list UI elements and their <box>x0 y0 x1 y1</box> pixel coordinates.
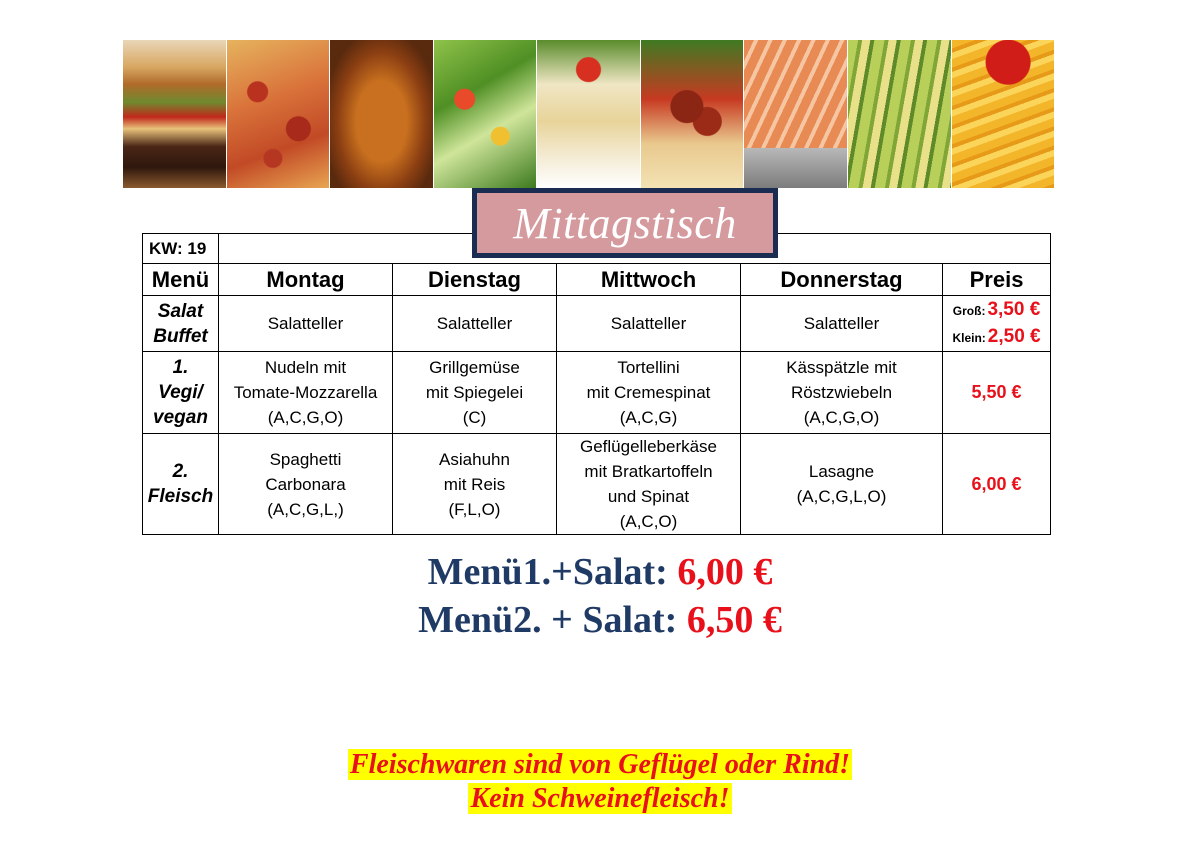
price-value: 2,50 € <box>987 325 1041 347</box>
row-label-line: vegan <box>153 407 208 428</box>
dish-line: Tortellini <box>617 358 680 377</box>
price-cell: 6,00 € <box>943 434 1051 535</box>
menu-table <box>142 233 1051 535</box>
burger-image <box>123 40 226 188</box>
dish-line: Lasagne <box>808 462 875 481</box>
salmon-image <box>743 40 847 188</box>
page-title: Mittagstisch <box>513 198 737 248</box>
price-label: Klein: <box>952 330 986 345</box>
dish-line: Carbonara <box>265 474 346 494</box>
pasta-meatballs-image <box>640 40 744 188</box>
allergen-codes: (A,C,G,L,O) <box>796 487 887 506</box>
dish-line: mit Cremespinat <box>586 383 711 402</box>
price-value: 3,50 € <box>987 298 1041 320</box>
price-line-klein <box>943 324 1050 351</box>
row-label <box>143 434 219 535</box>
tagliatelle-image <box>847 40 951 188</box>
row-label-line: 1. <box>172 357 189 378</box>
dish-line: Nudeln mit <box>264 358 347 377</box>
allergen-codes: (A,C,G,L,) <box>267 499 344 519</box>
row-label-line: Fleisch <box>147 486 214 507</box>
dish-line: Tomate-Mozzarella <box>233 383 378 402</box>
dish-cell-donnerstag <box>741 296 943 352</box>
dish-line: Salatteller <box>610 314 687 333</box>
table-row-salat <box>143 296 1051 352</box>
allergen-codes: (A,C,G,O) <box>267 408 344 427</box>
header-donnerstag: Donnerstag <box>741 264 943 296</box>
week-label: KW: 19 <box>143 234 219 264</box>
row-label-line: Buffet <box>153 325 208 347</box>
allergen-codes: (A,C,G,O) <box>803 408 880 427</box>
dish-line: und Spinat <box>607 487 690 506</box>
dish-line: Geflügelleberkäse <box>579 437 718 456</box>
allergen-codes: (C) <box>462 408 487 427</box>
combo-label: Menü1.+Salat: <box>427 551 678 593</box>
meat-notice <box>0 748 1200 816</box>
allergen-codes: (A,C,G) <box>619 408 678 427</box>
row-label <box>143 296 219 352</box>
dish-cell-montag <box>219 352 393 434</box>
dish-cell-mittwoch <box>557 296 741 352</box>
food-banner <box>123 40 1054 188</box>
price-cell <box>943 296 1051 352</box>
dish-line: Grillgemüse <box>429 358 520 377</box>
dish-cell-dienstag <box>393 434 557 535</box>
combo-price: 6,50 € <box>686 599 782 641</box>
row-label-line: Salat <box>157 300 204 322</box>
price-line-gross <box>943 297 1050 324</box>
dish-cell-montag <box>219 296 393 352</box>
dish-cell-dienstag <box>393 296 557 352</box>
notice-line: Kein Schweinefleisch! <box>470 783 730 814</box>
header-dienstag: Dienstag <box>393 264 557 296</box>
dish-line: Spaghetti <box>269 449 342 469</box>
table-row-vegi <box>143 352 1051 434</box>
dish-cell-mittwoch <box>557 352 741 434</box>
dish-cell-dienstag <box>393 352 557 434</box>
price-label: Groß: <box>952 303 986 318</box>
dish-cell-donnerstag <box>741 352 943 434</box>
dish-line: mit Spiegelei <box>425 383 524 402</box>
combo-label: Menü2. + Salat: <box>418 599 687 641</box>
combo-prices <box>0 548 1200 644</box>
dish-line: mit Reis <box>443 474 506 494</box>
row-label <box>143 352 219 434</box>
allergen-codes: (A,C,O) <box>619 512 678 531</box>
dish-cell-montag <box>219 434 393 535</box>
dish-line: Kässpätzle mit <box>786 358 897 377</box>
dish-line: Asiahuhn <box>439 449 510 469</box>
header-preis: Preis <box>943 264 1051 296</box>
price-cell: 5,50 € <box>943 352 1051 434</box>
dish-line: Röstzwiebeln <box>790 383 893 402</box>
dish-line: Salatteller <box>803 314 880 333</box>
notice-line: Fleischwaren sind von Geflügel oder Rind! <box>349 749 851 780</box>
header-menu: Menü <box>143 264 219 296</box>
dish-cell-donnerstag <box>741 434 943 535</box>
row-label-line: 2. <box>172 461 189 482</box>
dish-line: Salatteller <box>436 314 513 333</box>
dish-line: Salatteller <box>267 314 344 333</box>
dish-line: mit Bratkartoffeln <box>584 462 713 481</box>
french-fries-image <box>951 40 1055 188</box>
table-row-fleisch <box>143 434 1051 535</box>
header-montag: Montag <box>219 264 393 296</box>
combo-line <box>0 596 1200 644</box>
spaghetti-image <box>536 40 640 188</box>
header-row <box>143 264 1051 296</box>
pizza-image <box>226 40 330 188</box>
salad-image <box>433 40 537 188</box>
dish-cell-mittwoch <box>557 434 741 535</box>
combo-line <box>0 548 1200 596</box>
allergen-codes: (F,L,O) <box>448 499 501 519</box>
page-title-box <box>472 188 778 258</box>
combo-price: 6,00 € <box>677 551 773 593</box>
header-mittwoch: Mittwoch <box>557 264 741 296</box>
row-label-line: Vegi/ <box>158 382 203 403</box>
roast-chicken-image <box>329 40 433 188</box>
